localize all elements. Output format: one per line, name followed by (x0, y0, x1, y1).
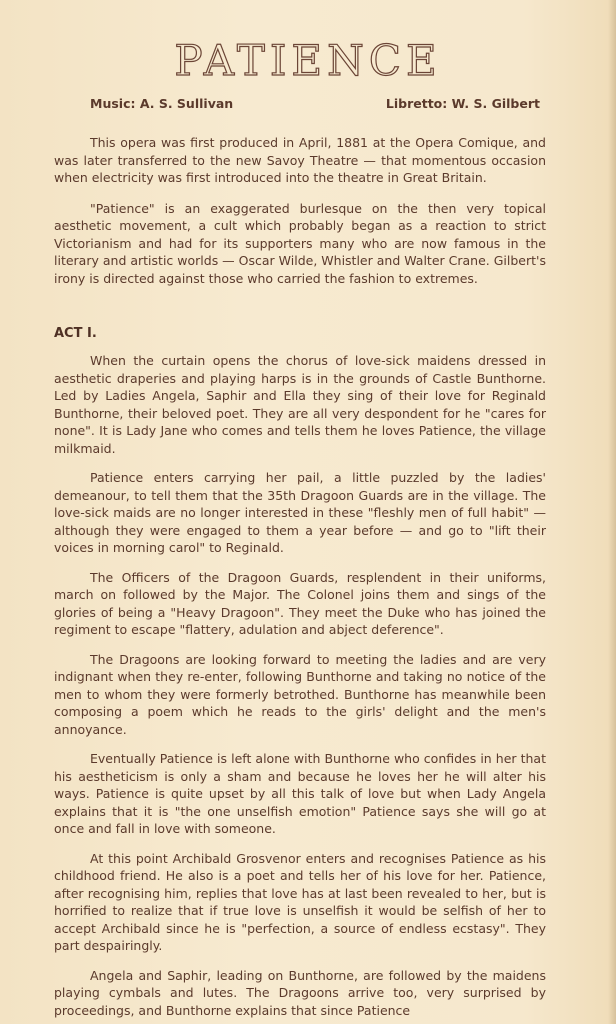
act-heading: ACT I. (54, 326, 97, 341)
synopsis-paragraph: Patience enters carrying her pail, a little puzzled by the ladies' demeanour, to tell them that the 35th Dragoon Guards are in the village. The love-sick maids are no longer interested in these "fleshly men of full habit" — although they were engaged to them a year before — and go to "lift their voices in morning carol" to Reginald. (54, 470, 546, 555)
synopsis-paragraph: The Dragoons are looking forward to meeting the ladies and are very indignant when they re-enter, following Bunthorne and taking no notice of the men to whom they were formerly betrothed. Bunthorne has meanwhile been composing a poem which he reads to the girls' delight and the men's annoyance. (54, 651, 546, 737)
synopsis-paragraph: Eventually Patience is left alone with Bunthorne who confides in her that his aestheticism is only a sham and because he loves her he will alter his ways. Patience is quite upset by all this talk of love but when Lady Angela explains that it is "the one unselfish emotion" Patience says she will go at once and fall in love with someone. (54, 751, 546, 836)
intro-paragraph: This opera was first produced in April, 1881 at the Opera Comique, and was later transferred to the new Savoy Theatre — that momentous occasion when electricity was first introduced into the theatre in Great Britain. (54, 135, 546, 185)
intro-paragraph: "Patience" is an exaggerated burlesque on the then very topical aesthetic movement, a cult which probably began as a reaction to strict Victorianism and had for its supporters many who are now famous in the literary and artistic worlds — Oscar Wilde, Whistler and Walter Crane. Gilbert's irony is directed against those who carried the fashion to extremes. (54, 200, 546, 286)
act-synopsis (54, 352, 546, 1019)
libretto-credit: Libretto: W. S. Gilbert (385, 96, 540, 111)
synopsis-paragraph: At this point Archibald Grosvenor enters and recognises Patience as his childhood friend. He also is a poet and tells her of his love for her. Patience, after recognising him, replies that love has at last been revealed to her, but is horrified to realize that if true love is unselfish it would be selfish of her to accept Archibald since he is "perfection, a source of endless ecstasy". They part despairingly. (54, 850, 546, 953)
page-title: PATIENCE (174, 36, 442, 85)
synopsis-paragraph: Angela and Saphir, leading on Bunthorne, are followed by the maidens playing cymbals and lutes. The Dragoons arrive too, very surprised by proceedings, and Bunthorne explains that since Patience (54, 967, 546, 1018)
synopsis-paragraph: When the curtain opens the chorus of love-sick maidens dressed in aesthetic draperies and playing harps is in the grounds of Castle Bunthorne. Led by Ladies Angela, Saphir and Ella they sing of their love for Reginald Bunthorne, their beloved poet. They are all very despondent for he "cares for none". It is Lady Jane who comes and tells them he loves Patience, the village milkmaid. (54, 353, 546, 456)
music-credit: Music: A. S. Sullivan (90, 96, 234, 111)
intro-section (54, 134, 546, 287)
credits-line (90, 96, 540, 116)
page-edge-shadow (608, 0, 616, 1024)
synopsis-paragraph: The Officers of the Dragoon Guards, resplendent in their uniforms, march on followed by the Major. The Colonel joins them and sings of the glories of being a "Heavy Dragoon". They meet the Duke who has joined the regiment to escape "flattery, adulation and abject deference". (54, 569, 546, 637)
